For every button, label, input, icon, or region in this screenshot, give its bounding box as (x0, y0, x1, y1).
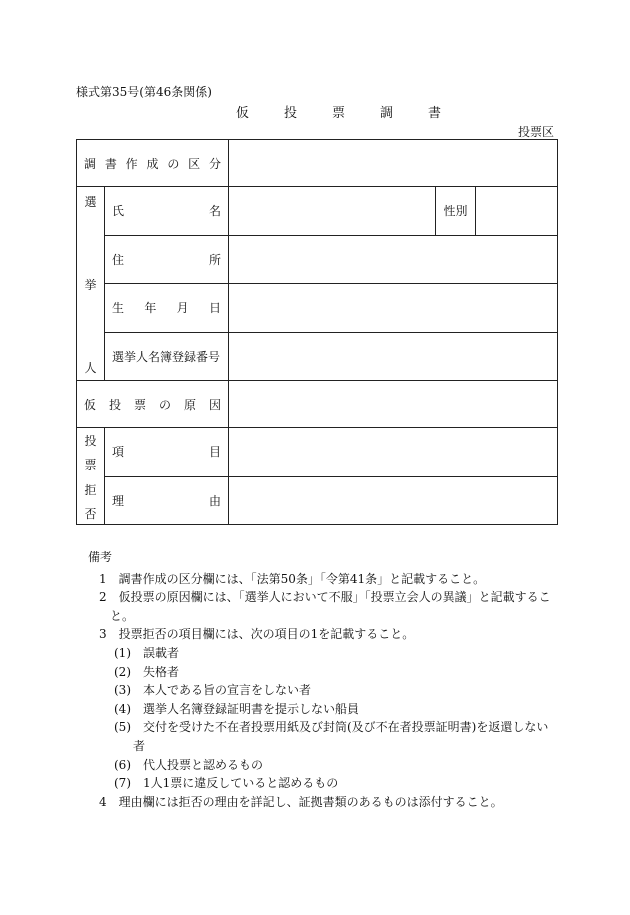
label-char: 分 (208, 156, 221, 171)
label-char: 区 (188, 156, 201, 171)
refusal-reason-field[interactable] (229, 476, 558, 525)
label-char: 調 (84, 156, 97, 171)
label-char: 由 (209, 493, 222, 508)
label-char: 原 (184, 397, 197, 412)
provisional-vote-form-table (76, 139, 558, 525)
refusal-group-label (77, 428, 105, 525)
district-label: 投票区 (517, 125, 554, 139)
title-char: 調 (380, 106, 394, 121)
registry-number-field[interactable] (229, 332, 558, 381)
label-char: の (167, 156, 180, 171)
gender-label: 性別 (436, 187, 476, 236)
label-char: 目 (209, 445, 222, 460)
label-char: 投 (84, 434, 97, 448)
label-char: 住 (112, 252, 125, 267)
note-subitem: (1) 誤載者 (114, 645, 179, 660)
label-char: 作 (125, 156, 138, 171)
birthdate-field[interactable] (229, 284, 558, 333)
title-char: 票 (332, 106, 346, 121)
provisional-reason-field[interactable] (229, 381, 558, 428)
note-subitem: (3) 本人である旨の宣言をしない者 (114, 683, 311, 698)
address-label (105, 235, 229, 284)
label-char: 選 (84, 195, 97, 209)
note-subitem-continuation: 者 (133, 738, 146, 753)
note-item-continuation: と。 (110, 608, 135, 623)
name-label (105, 187, 229, 236)
report-category-label (77, 140, 229, 187)
note-subitem: (7) 1人1票に違反していると認めるもの (114, 776, 339, 791)
note-subitem: (2) 失格者 (114, 664, 179, 679)
title-char: 投 (284, 106, 298, 121)
registry-number-label: 選挙人名簿登録番号 (105, 332, 229, 381)
label-char: 氏 (112, 204, 125, 219)
label-char: 項 (112, 445, 125, 460)
refusal-item-field[interactable] (229, 428, 558, 477)
birthdate-label (105, 284, 229, 333)
label-char: 投 (109, 397, 122, 412)
label-char: 月 (176, 301, 189, 316)
label-char: 生 (112, 301, 125, 316)
document-title (236, 102, 476, 121)
title-char: 書 (428, 106, 442, 121)
note-item: 3 投票拒否の項目欄には、次の項目の1を記載すること。 (99, 627, 415, 642)
label-char: 仮 (84, 397, 97, 412)
note-subitem: (4) 選挙人名簿登録証明書を提示しない船員 (114, 701, 359, 716)
refusal-reason-label (105, 476, 229, 525)
label-char: 挙 (84, 278, 97, 292)
label-char: 拒 (84, 482, 97, 497)
notes-section (88, 548, 551, 811)
address-field[interactable] (229, 235, 558, 284)
label-char: 票 (134, 397, 147, 412)
label-char: 理 (112, 493, 125, 508)
note-subitem: (6) 代人投票と認めるもの (114, 757, 263, 772)
form-number: 様式第35号(第46条関係) (76, 85, 212, 99)
label-char: 日 (208, 301, 221, 316)
label-char: 否 (84, 506, 97, 521)
label-char: 票 (84, 458, 97, 473)
voter-group-label (77, 187, 105, 381)
label-char: の (159, 397, 172, 412)
note-subitem: (5) 交付を受けた不在者投票用紙及び封筒(及び不在者投票証明書)を返還しない (114, 720, 549, 735)
label-char: 人 (84, 361, 97, 375)
label-char: 成 (146, 156, 159, 171)
name-field[interactable] (229, 187, 436, 236)
label-char: 書 (104, 156, 117, 171)
title-char: 仮 (236, 106, 250, 121)
note-item: 4 理由欄には拒否の理由を詳記し、証拠書類のあるものは添付すること。 (99, 794, 503, 809)
note-item: 1 調書作成の区分欄には、「法第50条」「令第41条」と記載すること。 (99, 571, 486, 586)
label-char: 因 (209, 397, 222, 412)
label-char: 所 (209, 252, 222, 267)
note-item: 2 仮投票の原因欄には、「選挙人において不服」「投票立会人の異議」と記載するこ (99, 590, 551, 605)
label-char: 年 (144, 301, 157, 316)
notes-title: 備考 (88, 550, 113, 564)
provisional-reason-label (77, 381, 229, 428)
gender-field[interactable] (476, 187, 558, 236)
report-category-field[interactable] (229, 140, 558, 187)
refusal-item-label (105, 428, 229, 477)
label-char: 名 (209, 204, 222, 219)
